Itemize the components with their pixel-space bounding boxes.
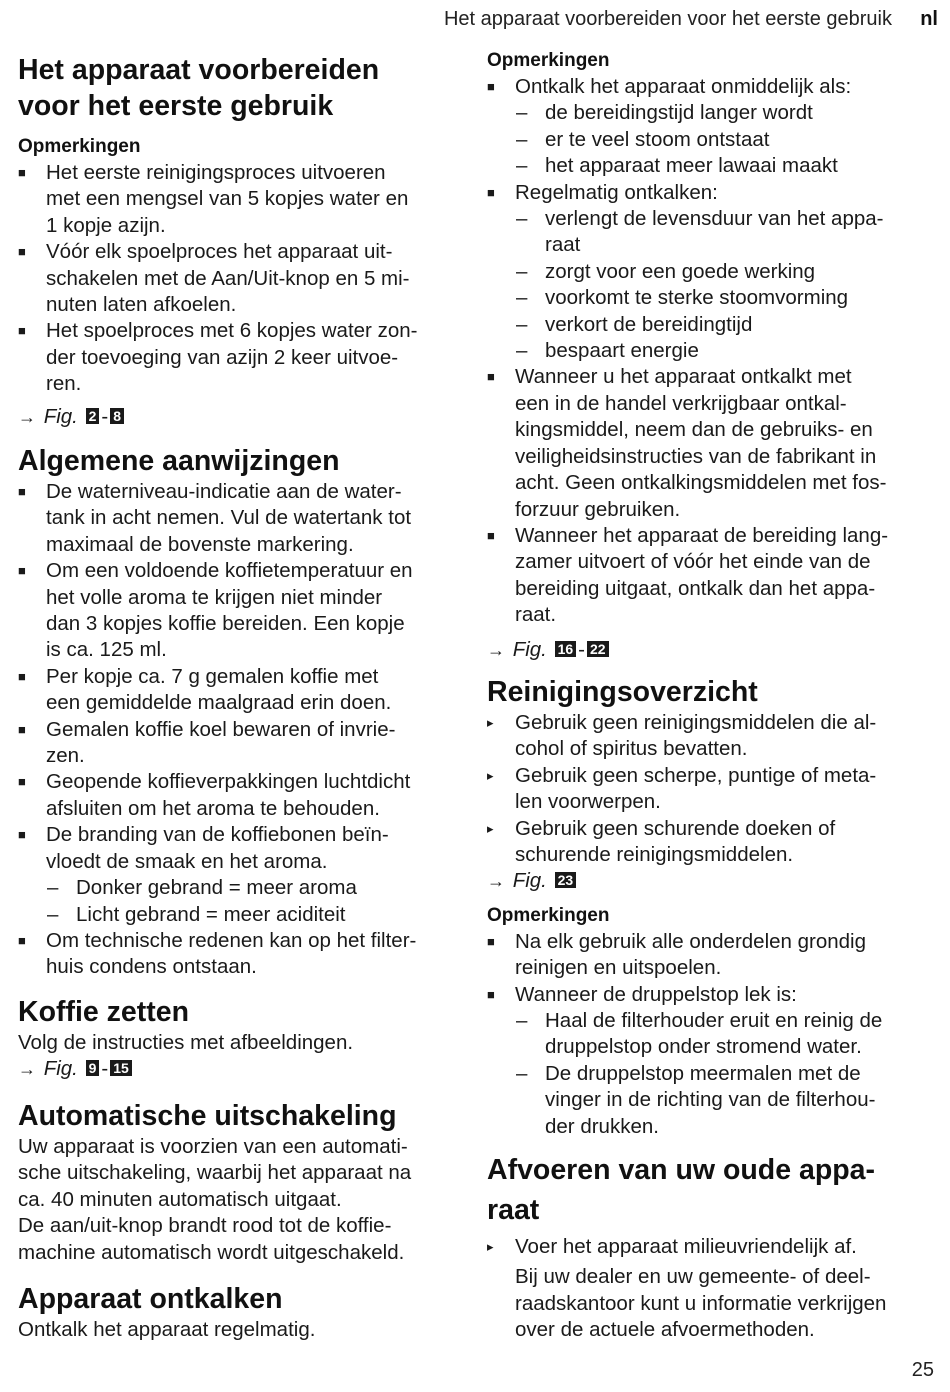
list-item: ■ Om een voldoende koffietemperatuur en het volle aroma te krijgen niet minder dan 3 kopjes koffie bereiden. Een kopje is ca. 125 ml. [18,559,413,662]
section-general [18,443,468,981]
figure-number-badge: 8 [110,408,124,424]
dash-bullet-icon: – [516,207,528,231]
section-heading: Algemene aanwijzingen [18,445,340,477]
square-bullet-icon: ■ [18,244,26,260]
list-item: ■ Gemalen koffie koel bewaren of invrie- zen. [18,717,396,768]
square-bullet-icon: ■ [487,369,495,385]
square-bullet-icon: ■ [18,323,26,339]
list-item: ▸ Voer het apparaat milieuvriendelijk af. [487,1234,937,1260]
list-item: ■ Geopende koffieverpakkingen luchtdicht afsluiten om het aroma te behouden. [18,770,411,820]
sub-list [487,206,937,364]
triangle-bullet-icon: ▸ [487,1239,494,1254]
list-item: ■ Regelmatig ontkalken: [487,180,937,206]
list-item: ▸ Gebruik geen scherpe, puntige of meta- len voorwerpen. [487,763,877,814]
square-bullet-icon: ■ [487,933,495,949]
section-heading: Automatische uitschakeling [18,1100,397,1132]
dash-bullet-icon: – [516,286,528,310]
sub-list-item: – verlengt de levensduur van het appa- raat [516,207,884,257]
square-bullet-icon: ■ [18,721,26,737]
dash-bullet-icon: – [516,259,528,283]
triangle-bullet-icon: ▸ [487,715,494,730]
sub-list-item: – voorkomt te sterke stoomvorming [487,285,937,311]
sub-list-item: – bespaart energie [487,338,937,364]
list-item: ■ Ontkalk het apparaat onmiddelijk als: [487,74,937,100]
sub-list-item: – verkort de bereidingtijd [487,312,937,338]
list-item: ■ Vóór elk spoelproces het apparaat uit- schakelen met de Aan/Uit-knop en 5 mi- nuten laten afkoelen. [18,240,410,317]
header-title: Het apparaat voorbereiden voor het eerste gebruik [443,8,892,30]
dash-bullet-icon: – [47,876,59,900]
heading-line: raat [487,1194,540,1226]
dash-bullet-icon: – [516,154,528,178]
square-bullet-icon: ■ [18,563,26,579]
sub-list-item: – zorgt voor een goede werking [487,259,937,285]
arrow-right-icon: → [487,871,505,892]
notes-list [487,929,937,1008]
section-heading [18,52,468,124]
square-bullet-icon: ■ [18,668,26,684]
section-heading: Reinigingsoverzicht [487,676,758,708]
list-item: ■ De branding van de koffiebonen beïn- vloedt de smaak en het aroma. [18,823,389,873]
sub-list-item: – Haal de filterhouder eruit en reinig de druppelstop onder stromend water. [516,1009,883,1059]
prep-notes [18,134,468,430]
dash-bullet-icon: – [516,101,528,125]
list-item: ■ Het eerste reinigingsproces uitvoeren met een mengsel van 5 kopjes water en 1 kopje azijn. [18,161,409,237]
dash-bullet-icon: – [516,339,528,363]
descale-notes [487,48,937,663]
dash-bullet-icon: – [516,1061,528,1085]
paragraph: Bij uw dealer en uw gemeente- of deel- raadskantoor kunt u informatie verkrijgen over de actuele afvoermethoden. [515,1265,887,1342]
paragraph: Volg de instructies met afbeeldingen. [18,1031,354,1054]
section-coffee [18,994,468,1083]
section-heading: Koffie zetten [18,996,189,1028]
dash-bullet-icon: – [47,902,59,926]
figure-number-badge: 15 [110,1060,132,1076]
heading-line: voor het eerste gebruik [18,90,334,122]
paragraph: Uw apparaat is voorzien van een automati- sche uitschakeling, waarbij het apparaat na ca. 40 minuten automatisch uitgaat. De aan/uit-knop brandt rood tot de koffie- machine automatisch wordt uitgeschakeld. [18,1135,412,1264]
figure-number-badge: 9 [86,1060,100,1076]
figure-number-badge: 22 [587,641,609,657]
square-bullet-icon: ■ [18,932,26,948]
dash-bullet-icon: – [516,127,528,151]
figure-reference: → Fig. 9 - 15 [18,1056,468,1082]
triangle-bullet-icon: ▸ [487,767,494,783]
paragraph: Ontkalk het apparaat regelmatig. [18,1318,316,1341]
list-item: ■ Het spoelproces met 6 kopjes water zon- der toevoeging van azijn 2 keer uitvoe- ren. [18,319,418,396]
sub-list-item: – het apparaat meer lawaai maakt [487,153,937,179]
square-bullet-icon: ■ [487,986,495,1002]
square-bullet-icon: ■ [18,827,26,843]
square-bullet-icon: ■ [487,527,495,543]
section-auto-off [18,1098,468,1266]
sub-list [18,875,468,928]
disposal-list [487,1234,937,1260]
page-number: 25 [911,1359,934,1381]
sub-list-item: – Licht gebrand = meer aciditeit [18,902,468,928]
arrow-right-icon: → [487,639,505,660]
sub-list [487,1008,937,1140]
list-item: ■ Na elk gebruik alle onderdelen grondig reinigen en uitspoelen. [487,929,867,980]
notes-list [487,364,937,628]
sub-list-item: – De druppelstop meermalen met de vinger in de richting van de filterhou- der drukken. [516,1061,876,1138]
list-item: ■ Om technische redenen kan op het filter- huis condens ontstaan. [18,928,417,979]
notes-heading: Opmerkingen [487,50,610,71]
square-bullet-icon: ■ [487,79,495,94]
arrow-right-icon: → [18,1059,36,1080]
sub-list-item: – de bereidingstijd langer wordt [487,100,937,126]
section-heading: Apparaat ontkalken [18,1283,283,1315]
figure-number-badge: 23 [555,872,577,888]
notes-heading: Opmerkingen [18,136,141,157]
dash-bullet-icon: – [516,312,528,336]
arrow-right-icon: → [18,406,36,427]
section-heading [487,1150,937,1230]
square-bullet-icon: ■ [487,184,495,200]
square-bullet-icon: ■ [18,165,26,180]
section-prep [18,52,468,124]
figure-number-badge: 2 [86,408,100,424]
figure-reference: → Fig. 23 [487,868,937,894]
notes-heading: Opmerkingen [487,904,610,926]
sub-list-item: – er te veel stoom ontstaat [487,127,937,153]
triangle-bullet-icon: ▸ [487,820,494,836]
general-list [18,479,468,875]
notes-list [487,74,937,100]
list-item: ▸ Gebruik geen schurende doeken of schurende reinigingsmiddelen. [487,816,836,867]
list-item: ■ De waterniveau-indicatie aan de water- tank in acht nemen. Vul de watertank tot maximaal de bovenste markering. [18,480,412,556]
list-item: ▸ Gebruik geen reinigingsmiddelen die al- cohol of spiritus bevatten. [487,711,877,761]
figure-reference: → Fig. 16 - 22 [487,637,937,663]
heading-line: Afvoeren van uw oude appa- [487,1154,875,1186]
figure-number-badge: 16 [555,641,577,657]
section-cleaning [487,674,937,1140]
list-item: ■ Wanneer u het apparaat ontkalkt met een in de handel verkrijgbaar ontkal- kingsmiddel, neem dan de gebruiks- en veiligheidsinstructies van de fabrikant in acht. Geen ontkalkingsmiddelen met fos- forzuur gebruiken. [487,365,887,521]
dash-bullet-icon: – [516,1009,528,1033]
list-item: ■ Wanneer de druppelstop lek is: [487,982,937,1008]
list-item: ■ Per kopje ca. 7 g gemalen koffie met een gemiddelde maalgraad erin doen. [18,664,392,715]
page-header [0,8,950,34]
language-code: nl [920,8,938,30]
heading-line: Het apparaat voorbereiden [18,54,380,86]
general-list-end [18,928,468,981]
square-bullet-icon: ■ [18,774,26,790]
section-descale [18,1281,468,1343]
sub-list [487,100,937,179]
square-bullet-icon: ■ [18,484,26,499]
notes-list [487,180,937,206]
figure-reference: → Fig. 2 - 8 [18,404,468,430]
cleaning-list [487,710,937,868]
section-disposal [487,1150,937,1344]
list-item: ■ Wanneer het apparaat de bereiding lang- zamer uitvoert of vóór het einde van de bereiding uitgaat, ontkalk dan het appa- raat. [487,523,889,627]
sub-list-item: – Donker gebrand = meer aroma [18,875,468,901]
notes-list [18,160,468,398]
